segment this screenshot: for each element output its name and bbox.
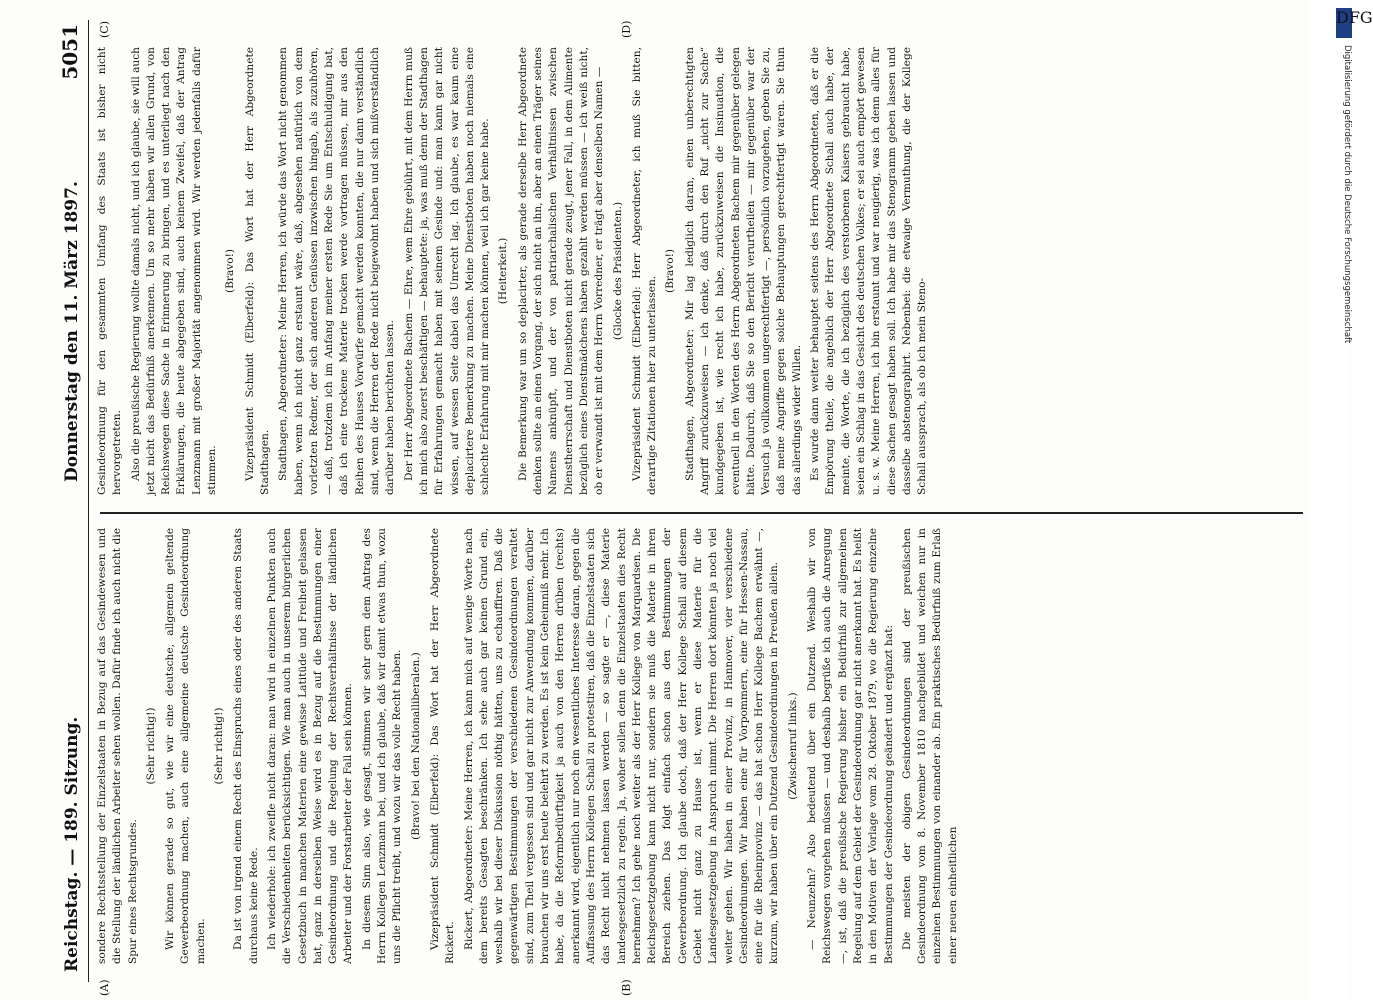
paragraph: (Zwischenruf links.): [786, 692, 799, 800]
column-divider: [100, 513, 1303, 515]
paragraph: Stadthagen, Abgeordneter: Meine Herren, ich würde das Wort nicht genommen haben, wenn ich nicht ganz erstaunt wäre, daß, abgesehen natürlich von dem vorletzten Redner, der sich anderen Genüssen inzwischen hingab, als zuzuhören, — daß, trotzdem ich im Anfang meiner ersten Rede Sie um Entschuldigung bat, daß ich eine trockene Materie trocken werde vortragen müssen, mir aus den Reihen des Hauses Vorwürfe gemacht werden konnten, die nur dann verständlich sind, wenn die Herren der Rede nicht beigewohnt haben und sich mißverständlich darüber haben berichten lassen.: [277, 47, 397, 495]
paragraph: (Glocke des Präsidenten.): [611, 201, 624, 341]
paragraph: Die meisten der obigen Gesindeordnungen sind der preußischen Gesindeordnung vom 8. November 1810 nachgebildet und weichen nur in einzelnen Bestimmungen von einander ab. Ein praktisches Bedürfniß zum Erlaß einer neuen einheitlichen: [900, 528, 959, 964]
marker-a: (A): [98, 979, 111, 996]
paragraph: Wir können gerade so gut, wie wir eine deutsche, allgemein geltende Gewerbeordnung machen, auch eine allgemeine deutsche Gesindeordnung machen.: [164, 528, 207, 964]
paragraph: Vizepräsident Schmidt (Elberfeld): Herr Abgeordneter, ich muß Sie bitten, derartige Zitationen hier zu unterlassen.: [630, 47, 659, 495]
dfg-logo-text: DFG: [1336, 8, 1373, 27]
paragraph: Vizepräsident Schmidt (Elberfeld): Das Wort hat der Herr Abgeordnete Rickert.: [428, 528, 457, 964]
page-header: [56, 20, 89, 982]
paragraph: (Bravo! bei den Nationalliberalen.): [409, 652, 422, 840]
paragraph: (Heiterkeit.): [497, 237, 510, 305]
paragraph: Rickert, Abgeordneter: Meine Herren, ich kann mich auf wenige Worte nach dem bereits Gesagten beschränken. Ich sehe auch gar keinen Grund ein, weshalb wir bei dieser Diskussion nöthig hätten, uns zu echauffiren. Daß die gegenwärtigen Bestimmungen der verschiedenen Gesindeordnungen veraltet sind, zum Theil vergessen sind und gar nicht zur Anwendung kommen, darüber brauchen wir uns erst heute belehrt zu werden. Es ist kein Geheimniß mehr. Ich habe, da die Reformbedürftigkeit ja auch von den Herren drüben (rechts) anerkannt wird, eigentlich nur noch ein wesentliches Interesse daran, gegen die Auffassung des Herrn Kollegen Schall zu protestiren, daß die Einzelstaaten sich das Recht nicht nehmen lassen werden — so sagte er —, diese Materie landesgesetzlich zu regeln. Ja, woher sollen denn die Einzelstaaten dies Recht hernehmen? Ich gehe noch weiter als der Herr Kollege von Marquardsen. Die Reichsgesetzgebung kann nicht nur, sondern sie muß die Materie in ihren Bereich ziehen. Das folgt einfach schon aus den Bestimmungen der Gewerbeordnung. Ich glaube doch, daß der Herr Kollege Schall auf diesem Gebiet nicht ganz zu Hause ist, wenn er diese Materie für die Landesgesetzgebung in Anspruch nimmt. Die Herren dort könnten ja noch viel weiter gehen. Wir haben in einer Provinz, in Hannover, vier verschiedene Gesindeordnungen. Wir haben eine für Vorpommern, eine für Hessen-Nassau, eine für die Rheinprovinz — das hat schon Herr Kollege Bachem erwähnt —, kurzum, wir haben über ein Dutzend Gesindeordnungen in Preußen allein.: [462, 528, 781, 964]
paragraph: Ich wiederhole: ich zweifle nicht daran: man wird in einzelnen Punkten auch die Verschiedenheiten berücksichtigen. Wie man auch in unserem bürgerlichen Gesetzbuch in manchen Materien eine gewisse Latitüde und Freiheit gelassen hat, ganz in derselben Weise wird es in Bezug auf die Bestimmungen einer Gesindeordnung und die Regelung der Rechtsverhältnisse der ländlichen Arbeiter und der Forstarbeiter der Fall sein können.: [265, 528, 355, 964]
marker-d: (D): [620, 20, 633, 38]
paragraph: Die Bemerkung war um so deplacirter, als gerade derselbe Herr Abgeordnete denken sollte an einen Vorgang, der sich nicht an ihn, aber an einen Träger seines Namens anknüpft, und der von patriarchalischen Verhältnissen zwischen Dienstherrschaft und Dienstboten nicht gerade zeugt, jener Fall, in dem Alimente bezüglich eines Dienstmädchens haben gezahlt werden müssen — ich weiß nicht, ob er verwandt ist mit dem Herrn Vorredner, er trägt aber denselben Namen —: [516, 47, 606, 495]
header-date: Donnerstag den 11. März 1897.: [62, 181, 82, 482]
dfg-logo: [1336, 8, 1373, 38]
page-number: 5051: [58, 24, 82, 80]
marker-c: (C): [98, 21, 111, 38]
paragraph: Gesindeordnung für den gesammten Umfang des Staats ist bisher nicht hervorgetreten.: [96, 47, 124, 495]
marker-b: (B): [620, 979, 633, 996]
paragraph: (Sehr richtig!): [144, 707, 157, 785]
paragraph: Also die preußische Regierung wollte damals nicht, und ich glaube, sie will auch jetzt nicht das Bedürfniß anerkennen. Um so mehr haben wir allen Grund, von Reichswegen diese Sache in Erinnerung zu bringen, und es unterliegt nach den Erklärungen, die heute abgegeben sind, auch keinem Zweifel, daß der Antrag Lenzmann mit großer Majorität angenommen wird. Wir werden jedenfalls dafür stimmen.: [129, 47, 219, 495]
paragraph: Vizepräsident Schmidt (Elberfeld): Das Wort hat der Herr Abgeordnete Stadthagen.: [243, 47, 271, 495]
left-column: [95, 528, 1313, 964]
paragraph: Es wurde dann weiter behauptet seitens des Herrn Abgeordneten, daß er die Empörung theile, die angeblich der Herr Abgeordnete Schall auch habe, der meinte, die Worte, die ich bezüglich des verstorbenen Kaisers gebraucht habe, seien ein Schlag in das Gesicht des deutschen Volkes; er sei auch empört gewesen u. s. w. Meine Herren, ich bin erstaunt und war neugierig, was ich denn alles für diese Sachen gesagt haben soll. Ich habe mir das Stenogramm geben lassen und dasselbe abstenographirt. Nebenbei: die etwaige Vermuthung, die der Kollege Schall aussprach, als ob ich mein Steno-: [809, 47, 929, 495]
paragraph: (Sehr richtig!): [213, 707, 226, 785]
paragraph: In diesem Sinn also, wie gesagt, stimmen wir sehr gern dem Antrag des Herrn Kollegen Lenzmann bei, und ich glaube, daß wir damit etwas thun, wozu uns die Pflicht treibt, und wozu wir das volle Recht haben.: [360, 528, 404, 964]
header-title: Reichstag. — 189. Sitzung.: [62, 716, 82, 972]
paragraph: (Bravo!): [224, 248, 237, 294]
sidebar-credit: Digitalisierung gefördert durch die Deutsche Forschungsgemeinschaft: [1342, 45, 1352, 344]
paragraph: Der Herr Abgeordnete Bachem — Ehre, wem Ehre gebührt, mit dem Herrn muß ich mich also zuerst beschäftigen — behauptete: ja, was muß denn der Stadthagen für Erfahrungen gemacht haben mit seinem Gesinde und: man kann gar nicht wissen, auf wessen Seite dabei das Unrecht lag. Ich glaube, es war kaum eine deplacirtere Bemerkung zu machen. Meine Dienstboten haben noch niemals eine schlechte Erfahrung mit mir machen können, weil ich gar keine habe.: [402, 47, 492, 495]
paragraph: sondere Rechtsstellung der Einzelstaaten in Bezug auf das Gesindewesen und die Stellung der ländlichen Arbeiter sehen wollen. Dafür finde ich auch nicht die Spur eines Rechtsgrundes.: [96, 528, 139, 964]
paragraph: Da ist von irgend einem Recht des Einspruchs eines oder des anderen Staats durchaus keine Rede.: [232, 528, 260, 964]
paragraph: Stadthagen, Abgeordneter: Mir lag lediglich daran, einen unberechtigten Angriff zurückzuweisen — ich denke, daß durch den Ruf „nicht zur Sache“ kundgegeben ist, wie recht ich habe, zurückzuweisen die Insinuation, die eventuell in den Worten des Herrn Abgeordneten Bachem mir gegenüber gelegen hätte. Dadurch, daß Sie so den Bericht verurtheilen — mir gegenüber war der Versuch ja vollkommen ungerechtfertigt —, persönlich vorzugehen, geben Sie zu, daß meine Angriffe gegen solche Behauptungen gerechtfertigt waren. Sie thun das allerdings wider Willen.: [683, 47, 803, 495]
paragraph: — Neunzehn? Also bedeutend über ein Dutzend. Weshalb wir von Reichswegen vorgehen müssen — und deshalb begrüße ich auch die Anregung —, ist, daß die preußische Regierung bisher ein Bedürfniß zur allgemeinen Regelung auf dem Gebiet der Gesindeordnung gar nicht anerkannt hat. Es heißt in den Motiven der Vorlage vom 28. Oktober 1879, wo die Regierung einzelne Bestimmungen der Gesindeordnung geändert und ergänzt hat:: [806, 528, 895, 964]
right-column: [95, 47, 1313, 495]
paragraph: (Bravo!): [664, 248, 677, 294]
